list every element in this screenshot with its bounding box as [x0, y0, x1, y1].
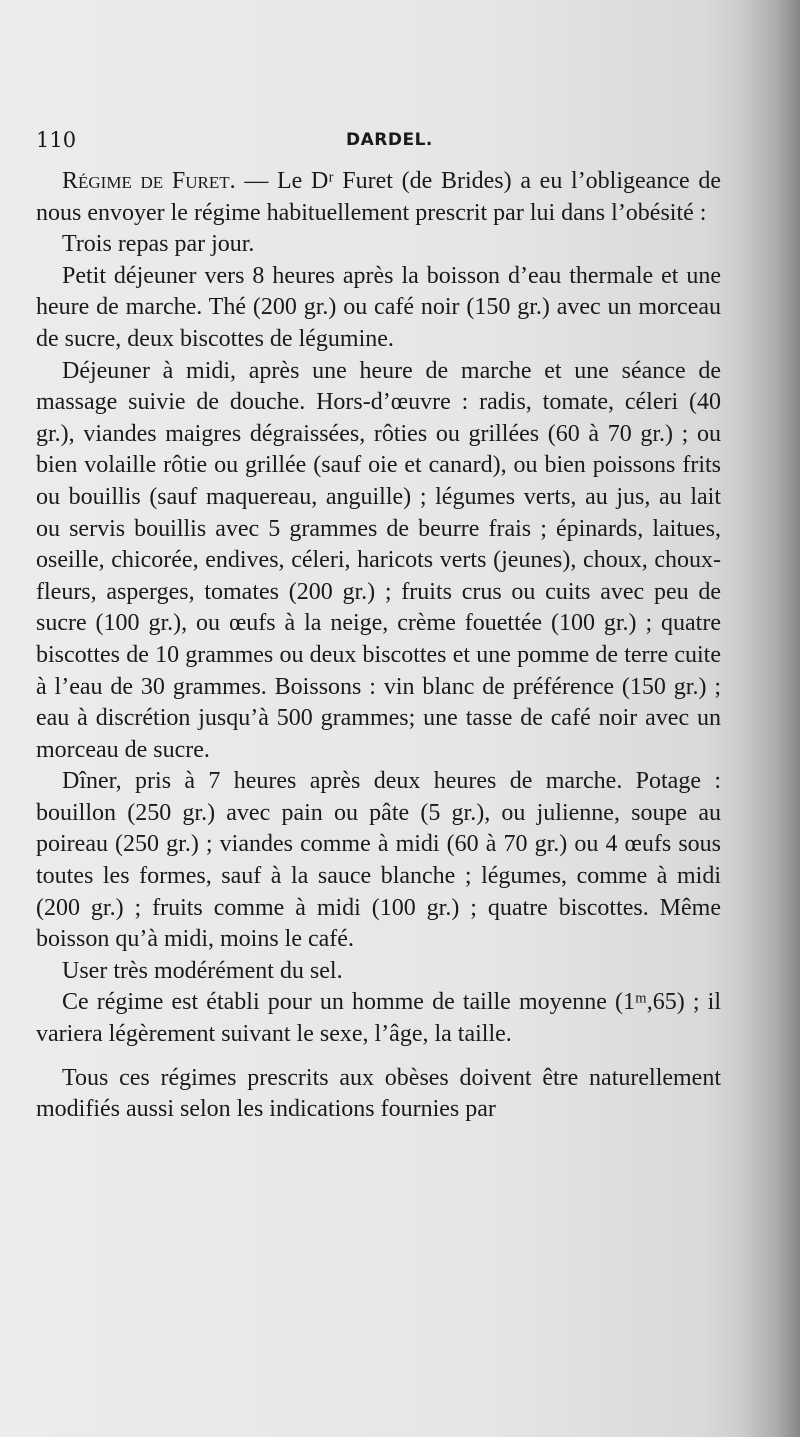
- paragraph-conclusion: Tous ces régimes prescrits aux obèses doivent être naturellement modifiés aussi selon les indications fournies par: [36, 1064, 721, 1123]
- paragraph-dejeuner: Déjeuner à midi, après une heure de marche et une séance de massage suivie de douche. Hors-d’œuvre : radis, tomate, céleri (40 gr.), viandes maigres dégraissées, rôties ou grillées (60 à 70 gr.) ; ou bien volaille rôtie ou grillée (sauf oie et canard), ou bien poissons frits ou bouillis (sauf maquereau, anguille) ; légumes verts, au jus, au lait ou servis bouillis avec 5 grammes de beurre frais ; épinards, laitues, oseille, chicorée, endives, céleri, haricots verts (jeunes), choux, choux-fleurs, asperges, tomates (200 gr.) ; fruits crus ou cuits avec peu de sucre (100 gr.), ou œufs à la neige, crème fouettée (100 gr.) ; quatre biscottes de 10 grammes ou deux biscottes et une pomme de terre cuite à l’eau de 30 grammes. Boissons : vin blanc de préférence (150 gr.) ; eau à discrétion jusqu’à 500 grammes; une tasse de café noir avec un morceau de sucre.: [36, 357, 721, 763]
- paragraph-text: — Le Dʳ Furet (de Brides) a eu l’obligeance de nous envoyer le régime habituellement prescrit par lui dans l’obésité :: [36, 168, 721, 226]
- running-head: DARDEL.: [346, 130, 433, 150]
- paragraph-petit-dejeuner: Petit déjeuner vers 8 heures après la boisson d’eau thermale et une heure de marche. Thé (200 gr.) ou café noir (150 gr.) avec un morceau de sucre, deux biscottes de légumine.: [36, 262, 721, 352]
- body-text: [36, 166, 721, 1126]
- paragraph-regime-furet: [36, 166, 721, 229]
- section-title: Régime de Furet.: [62, 168, 236, 194]
- paragraph-taille: Ce régime est établi pour un homme de taille moyenne (1ᵐ,65) ; il variera légèrement suivant le sexe, l’âge, la taille.: [36, 989, 721, 1048]
- paragraph-sel: User très modérément du sel.: [62, 957, 343, 984]
- page-edge-shadow: [740, 0, 800, 1437]
- page-number: 110: [36, 128, 77, 152]
- paragraph-repas: Trois repas par jour.: [62, 231, 255, 258]
- paragraph-diner: Dîner, pris à 7 heures après deux heures de marche. Potage : bouillon (250 gr.) avec pain ou pâte (5 gr.), ou julienne, soupe au poireau (250 gr.) ; viandes comme à midi (60 à 70 gr.) ou 4 œufs sous toutes les formes, sauf à la sauce blanche ; légumes, comme à midi (200 gr.) ; fruits comme à midi (100 gr.) ; quatre biscottes. Même boisson qu’à midi, moins le café.: [36, 768, 721, 953]
- page-header: [36, 128, 696, 162]
